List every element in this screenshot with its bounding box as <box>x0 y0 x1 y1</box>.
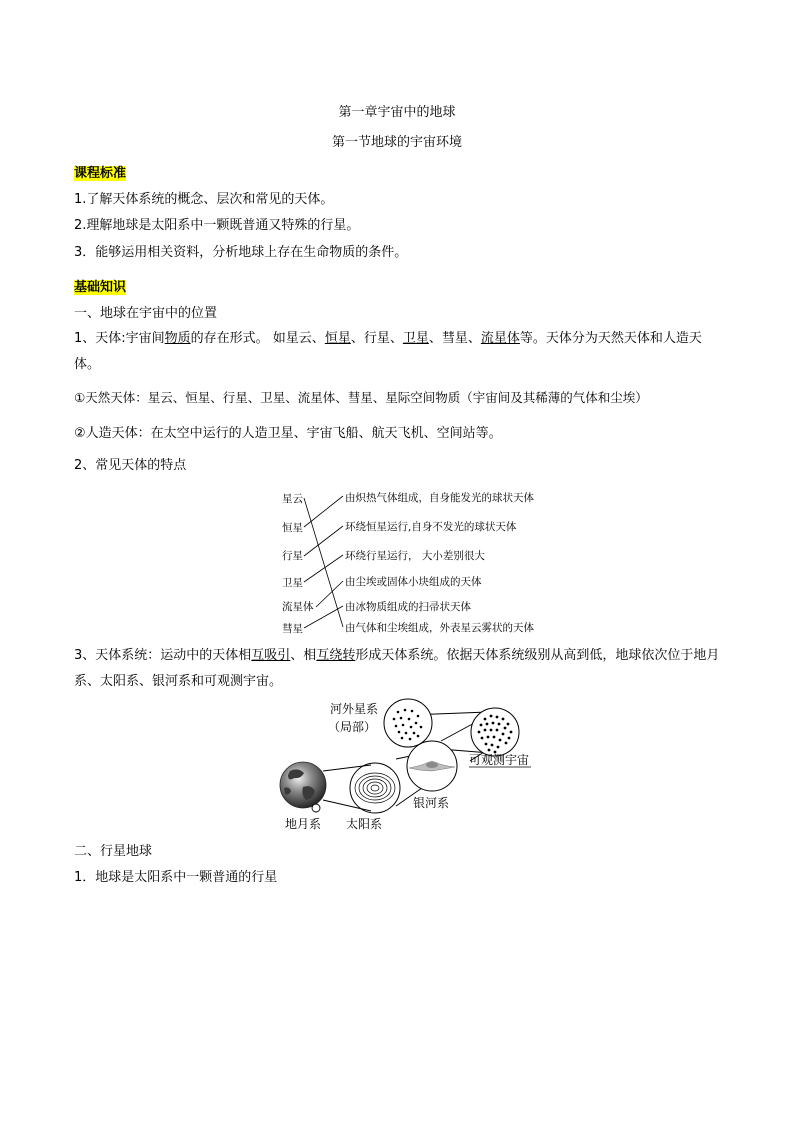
chapter-title: 第一章宇宙中的地球 <box>338 105 456 120</box>
matching-diagram <box>0 484 794 644</box>
match-right-0: 由炽热气体组成，自身能发光的球状天体 <box>345 492 534 504</box>
natural-bodies: ①天然天体：星云、恒星、行星、卫星、流星体、彗星、星际空间物质（宇宙间及其稀薄的气体和尘埃） <box>74 390 648 405</box>
p1-prefix: 1、天体:宇宙间 <box>74 331 165 346</box>
match-right-1: 环绕恒星运行,自身不发光的球状天体 <box>345 521 517 533</box>
part2-title: 二、行星地球 <box>74 844 153 859</box>
milky-way-icon <box>407 741 457 791</box>
match-right-5: 由气体和尘埃组成，外表星云雾状的天体 <box>345 622 534 634</box>
standard-item-1: 1.了解天体系统的概念、层次和常见的天体。 <box>74 192 334 207</box>
moon-icon <box>312 804 320 812</box>
artificial-bodies: ②人造天体：在太空中运行的人造卫星、宇宙飞船、航天飞机、空间站等。 <box>74 426 502 441</box>
paragraph-celestial-bodies <box>74 326 724 378</box>
match-left-0: 星云 <box>282 493 303 505</box>
earth-globe-icon <box>280 762 326 808</box>
match-line-1 <box>304 496 343 527</box>
p3-mid: 、相 <box>290 648 317 663</box>
p3-underline-orbit: 互绕转 <box>316 648 356 663</box>
match-line-2 <box>304 526 343 556</box>
label-earth-moon: 地月系 <box>285 817 322 831</box>
part1-item2-title: 2、常见天体的特点 <box>74 458 187 473</box>
label-milky-way: 银河系 <box>413 796 450 810</box>
standard-item-2: 2.理解地球是太阳系中一颗既普通又特殊的行星。 <box>74 218 360 233</box>
observable-universe-icon <box>471 708 519 756</box>
match-right-3: 由尘埃或固体小块组成的天体 <box>345 576 482 588</box>
label-observable-universe: 可观测宇宙 <box>469 753 530 767</box>
p1-underline-matter: 物质 <box>164 331 191 346</box>
match-line-3 <box>304 555 343 582</box>
match-left-1: 恒星 <box>282 522 303 534</box>
label-extragalactic: 河外星系 <box>330 702 379 716</box>
solar-system-icon <box>350 763 400 813</box>
p1-suffix: 等。天体分为天然天体和人造天体。 <box>74 331 702 372</box>
part1-title: 一、地球在宇宙中的位置 <box>74 306 218 321</box>
celestial-systems-diagram <box>0 695 794 835</box>
match-right-4: 由冰物质组成的扫帚状天体 <box>345 601 471 613</box>
p1-sep2: 、彗星、 <box>428 331 481 346</box>
basics-heading <box>74 279 126 297</box>
match-right-2: 环绕行星运行， 大小差别很大 <box>345 550 485 562</box>
match-left-3: 卫星 <box>282 577 303 589</box>
paragraph-celestial-systems <box>74 643 724 695</box>
standards-heading <box>74 165 126 183</box>
standards-heading-text: 课程标准 <box>74 166 127 181</box>
match-left-2: 行星 <box>282 550 303 562</box>
match-left-5: 彗星 <box>282 623 303 635</box>
p3-prefix: 3、天体系统：运动中的天体相 <box>74 648 252 663</box>
basics-heading-text: 基础知识 <box>74 280 127 295</box>
p3-underline-attract: 互吸引 <box>251 648 291 663</box>
part2-item1: 1．地球是太阳系中一颗普通的行星 <box>74 870 278 885</box>
p1-sep1: 、行星、 <box>350 331 403 346</box>
label-partial: （局部） <box>328 720 377 734</box>
p1-underline-satellite: 卫星 <box>402 331 429 346</box>
p1-underline-meteoroid: 流星体 <box>480 331 520 346</box>
match-line-4 <box>316 581 343 607</box>
extragalactic-galaxies-icon <box>384 699 432 747</box>
p1-mid: 的存在形式。 如星云、 <box>190 331 325 346</box>
p1-underline-star: 恒星 <box>324 331 351 346</box>
label-solar-system: 太阳系 <box>346 817 383 831</box>
match-left-4: 流星体 <box>282 601 314 613</box>
standard-item-3: 3．能够运用相关资料，分析地球上存在生命物质的条件。 <box>74 245 408 260</box>
p3-suffix: 形成天体系统。依据天体系统级别从高到低，地球依次位于地月系、太阳系、银河系和可观测宇宙。 <box>74 648 720 689</box>
section-title: 第一节地球的宇宙环境 <box>331 135 462 150</box>
